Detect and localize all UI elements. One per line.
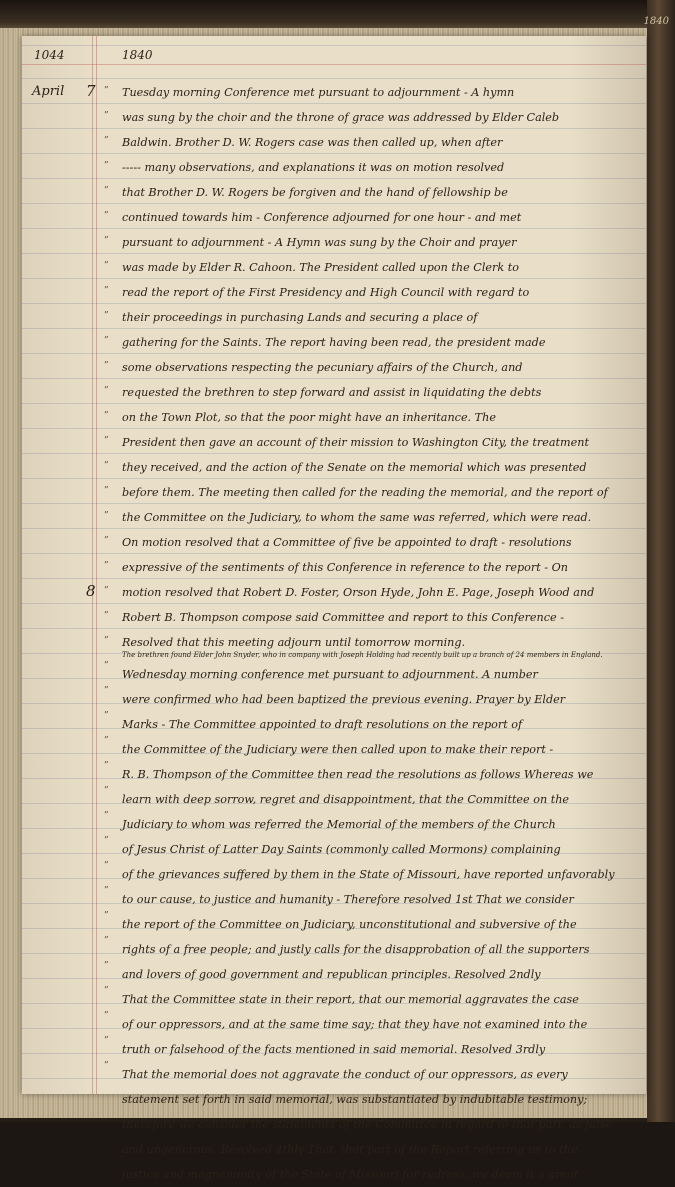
ditto-mark: ” <box>104 761 109 771</box>
ditto-mark: ” <box>104 136 109 146</box>
text-line: R. B. Thompson of the Committee then read the resolutions as follows Whereas we <box>122 768 594 781</box>
ditto-mark: ” <box>104 661 109 671</box>
text-line: Robert B. Thompson compose said Committee and report to this Conference - <box>122 611 564 624</box>
text-line: Baldwin. Brother D. W. Rogers case was then called up, when after <box>122 136 503 149</box>
interlinear-note: The brethren found Elder John Snyder, who in company with Joseph Holding had recently built up a branch of 24 members in England. <box>122 651 603 659</box>
text-line: therefore we consider the statements of the Committee in regard to that part, as false <box>122 1118 612 1131</box>
text-line: of the grievances suffered by them in the State of Missouri, have reported unfavorably <box>122 868 615 881</box>
text-line: they received, and the action of the Senate on the memorial which was presented <box>122 461 587 474</box>
book-binding-edge <box>643 0 675 1122</box>
ditto-mark: ” <box>104 161 109 171</box>
text-line: of our oppressors, and at the same time say; that they have not examined into the <box>122 1018 588 1031</box>
ditto-mark: ” <box>104 111 109 121</box>
text-line: requested the brethren to step forward and assist in liquidating the debts <box>122 386 542 399</box>
ditto-mark: ” <box>104 911 109 921</box>
ditto-mark: ” <box>104 636 109 646</box>
month-label: April <box>32 84 65 99</box>
text-line: their proceedings in purchasing Lands and securing a place of <box>122 311 478 324</box>
text-line: was made by Elder R. Cahoon. The President called upon the Clerk to <box>122 261 519 274</box>
text-line: President then gave an account of their mission to Washington City, the treatment <box>122 436 589 449</box>
ditto-mark: ” <box>104 711 109 721</box>
page-number: 1044 <box>34 48 65 62</box>
text-line: On motion resolved that a Committee of five be appointed to draft - resolutions <box>122 536 572 549</box>
ditto-mark: ” <box>104 336 109 346</box>
ditto-mark: ” <box>104 211 109 221</box>
ditto-mark: ” <box>104 861 109 871</box>
text-line: and ungenerous. Resolved 4thly That, that part of the Report referring us to the <box>122 1143 578 1156</box>
ditto-mark: ” <box>104 686 109 696</box>
ditto-mark: ” <box>104 811 109 821</box>
ditto-mark: ” <box>104 1036 109 1046</box>
ditto-marks-column <box>104 86 118 1086</box>
ditto-mark: ” <box>104 936 109 946</box>
entry-day: 7 <box>86 82 96 100</box>
ditto-mark: ” <box>104 736 109 746</box>
ditto-mark: ” <box>104 286 109 296</box>
ditto-mark: ” <box>104 536 109 546</box>
margin-rule <box>96 36 97 1094</box>
text-line: motion resolved that Robert D. Foster, Orson Hyde, John E. Page, Joseph Wood and <box>122 586 595 599</box>
ditto-mark: ” <box>104 236 109 246</box>
ditto-mark: ” <box>104 786 109 796</box>
text-line: to our cause, to justice and humanity - Therefore resolved 1st That we consider <box>122 893 574 906</box>
ditto-mark: ” <box>104 186 109 196</box>
ditto-mark: ” <box>104 386 109 396</box>
text-line: some observations respecting the pecuniary affairs of the Church, and <box>122 361 523 374</box>
text-line: That the Committee state in their report, that our memorial aggravates the case <box>122 993 579 1006</box>
ditto-mark: ” <box>104 961 109 971</box>
ditto-mark: ” <box>104 486 109 496</box>
text-line: pursuant to adjournment - A Hymn was sung by the Choir and prayer <box>122 236 517 249</box>
text-line: that Brother D. W. Rogers be forgiven and the hand of fellowship be <box>122 186 508 199</box>
ditto-mark: ” <box>104 836 109 846</box>
text-line: were confirmed who had been baptized the previous evening. Prayer by Elder <box>122 693 566 706</box>
ditto-mark: ” <box>104 561 109 571</box>
text-line: Judiciary to whom was referred the Memorial of the members of the Church <box>122 818 556 831</box>
ditto-mark: ” <box>104 461 109 471</box>
margin-rule <box>92 36 93 1094</box>
spine-label: 1840 <box>643 16 669 27</box>
text-line: on the Town Plot, so that the poor might have an inheritance. The <box>122 411 496 424</box>
ditto-mark: ” <box>104 511 109 521</box>
text-line: Resolved that this meeting adjourn until tomorrow morning. <box>122 636 466 649</box>
entry-day: 8 <box>86 582 96 600</box>
text-line: the Committee of the Judiciary were then called upon to make their report - <box>122 743 554 756</box>
ditto-mark: ” <box>104 361 109 371</box>
text-line: before them. The meeting then called for the reading the memorial, and the report of <box>122 486 608 499</box>
ditto-mark: ” <box>104 436 109 446</box>
ditto-mark: ” <box>104 86 109 96</box>
year-heading: 1840 <box>122 48 153 62</box>
text-line: That the memorial does not aggravate the conduct of our oppressors, as every <box>122 1068 568 1081</box>
text-line: read the report of the First Presidency and High Council with regard to <box>122 286 530 299</box>
ditto-mark: ” <box>104 311 109 321</box>
text-line: was sung by the choir and the throne of grace was addressed by Elder Caleb <box>122 111 560 124</box>
text-line: rights of a free people; and justly calls for the disapprobation of all the supporters <box>122 943 590 956</box>
text-line: Wednesday morning conference met pursuant to adjournment. A number <box>122 668 538 681</box>
header-rule <box>22 64 646 65</box>
ditto-mark: ” <box>104 1061 109 1071</box>
ditto-mark: ” <box>104 261 109 271</box>
ditto-mark: ” <box>104 1011 109 1021</box>
text-line: truth or falsehood of the facts mentioned in said memorial. Resolved 3rdly <box>122 1043 546 1056</box>
text-line: justice and magnanimity of the State of Missouri for redress, we deem it a great <box>122 1168 579 1181</box>
text-line: of Jesus Christ of Latter Day Saints (commonly called Mormons) complaining <box>122 843 561 856</box>
text-line: the Committee on the Judiciary, to whom the same was referred, which were read. <box>122 511 592 524</box>
text-line: the report of the Committee on Judiciary, unconstitutional and subversive of the <box>122 918 577 931</box>
ditto-mark: ” <box>104 986 109 996</box>
manuscript-text <box>122 80 642 1187</box>
text-line: expressive of the sentiments of this Conference in reference to the report - On <box>122 561 569 574</box>
text-line: and lovers of good government and republican principles. Resolved 2ndly <box>122 968 541 981</box>
text-line: Marks - The Committee appointed to draft resolutions on the report of <box>122 718 523 731</box>
text-line: continued towards him - Conference adjourned for one hour - and met <box>122 211 522 224</box>
text-line: Tuesday morning Conference met pursuant to adjournment - A hymn <box>122 86 515 99</box>
text-line: statement set forth in said memorial, was substantiated by indubitable testimony; <box>122 1093 588 1106</box>
ditto-mark: ” <box>104 411 109 421</box>
ditto-mark: ” <box>104 611 109 621</box>
text-line: learn with deep sorrow, regret and disappointment, that the Committee on the <box>122 793 570 806</box>
ditto-mark: ” <box>104 886 109 896</box>
ledger-paper <box>22 36 646 1181</box>
text-line: ----- many observations, and explanations it was on motion resolved <box>122 161 505 174</box>
ditto-mark: ” <box>104 586 109 596</box>
text-line: gathering for the Saints. The report having been read, the president made <box>122 336 546 349</box>
